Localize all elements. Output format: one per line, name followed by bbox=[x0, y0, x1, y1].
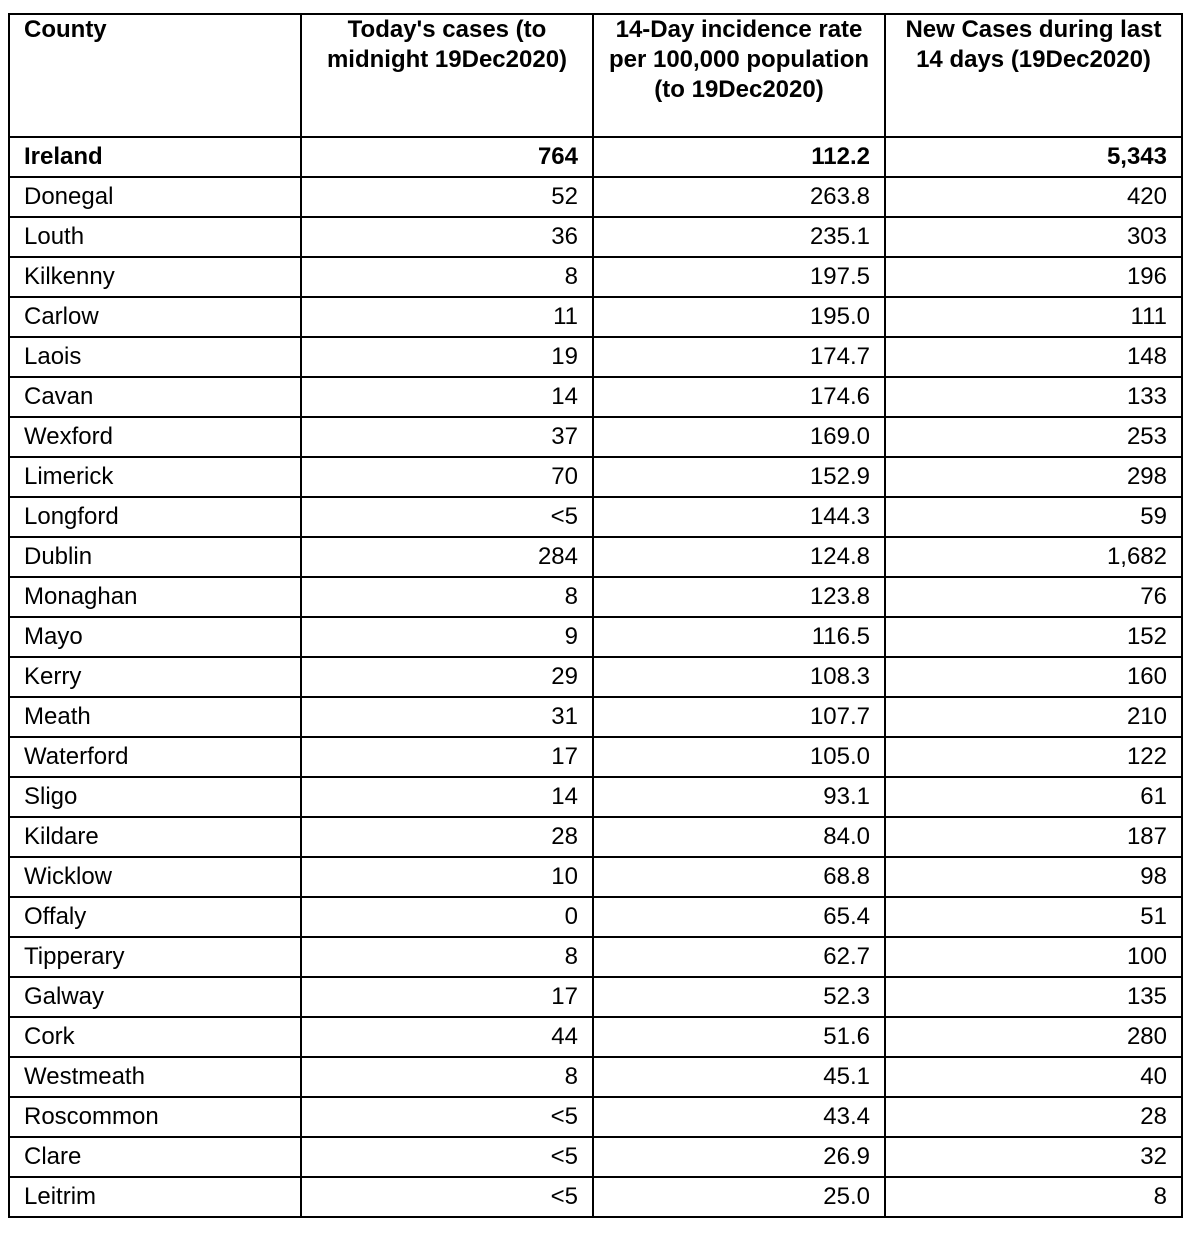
todays-cases-cell: <5 bbox=[301, 1177, 593, 1217]
table-row bbox=[9, 337, 1182, 377]
county-cell: Wicklow bbox=[9, 857, 301, 897]
new-cases-cell: 59 bbox=[885, 497, 1182, 537]
county-cell: Cavan bbox=[9, 377, 301, 417]
table-row bbox=[9, 257, 1182, 297]
table-row bbox=[9, 697, 1182, 737]
new-cases-cell: 28 bbox=[885, 1097, 1182, 1137]
incidence-rate-cell: 112.2 bbox=[593, 137, 885, 177]
new-cases-cell: 51 bbox=[885, 897, 1182, 937]
county-cell: Kildare bbox=[9, 817, 301, 857]
table-row bbox=[9, 1137, 1182, 1177]
new-cases-cell: 210 bbox=[885, 697, 1182, 737]
table-row bbox=[9, 457, 1182, 497]
county-cell: Ireland bbox=[9, 137, 301, 177]
header-incidence-rate: 14-Day incidence rate per 100,000 population (to 19Dec2020) bbox=[593, 14, 885, 137]
table-row bbox=[9, 1017, 1182, 1057]
new-cases-cell: 303 bbox=[885, 217, 1182, 257]
todays-cases-cell: 8 bbox=[301, 257, 593, 297]
new-cases-cell: 280 bbox=[885, 1017, 1182, 1057]
todays-cases-cell: 14 bbox=[301, 777, 593, 817]
county-cell: Tipperary bbox=[9, 937, 301, 977]
table-row bbox=[9, 417, 1182, 457]
incidence-rate-cell: 108.3 bbox=[593, 657, 885, 697]
county-cell: Roscommon bbox=[9, 1097, 301, 1137]
new-cases-cell: 298 bbox=[885, 457, 1182, 497]
table-row bbox=[9, 297, 1182, 337]
table-row bbox=[9, 1177, 1182, 1217]
table-row bbox=[9, 657, 1182, 697]
incidence-rate-cell: 263.8 bbox=[593, 177, 885, 217]
incidence-rate-cell: 144.3 bbox=[593, 497, 885, 537]
new-cases-cell: 76 bbox=[885, 577, 1182, 617]
table-row bbox=[9, 777, 1182, 817]
todays-cases-cell: 19 bbox=[301, 337, 593, 377]
incidence-rate-cell: 65.4 bbox=[593, 897, 885, 937]
county-cell: Cork bbox=[9, 1017, 301, 1057]
county-cell: Donegal bbox=[9, 177, 301, 217]
incidence-rate-cell: 152.9 bbox=[593, 457, 885, 497]
county-cell: Offaly bbox=[9, 897, 301, 937]
new-cases-cell: 152 bbox=[885, 617, 1182, 657]
new-cases-cell: 253 bbox=[885, 417, 1182, 457]
table-row bbox=[9, 177, 1182, 217]
county-cell: Sligo bbox=[9, 777, 301, 817]
new-cases-cell: 1,682 bbox=[885, 537, 1182, 577]
county-cell: Carlow bbox=[9, 297, 301, 337]
new-cases-cell: 148 bbox=[885, 337, 1182, 377]
table-row bbox=[9, 577, 1182, 617]
total-row bbox=[9, 137, 1182, 177]
county-cell: Kerry bbox=[9, 657, 301, 697]
new-cases-cell: 61 bbox=[885, 777, 1182, 817]
new-cases-cell: 32 bbox=[885, 1137, 1182, 1177]
county-cell: Mayo bbox=[9, 617, 301, 657]
table-row bbox=[9, 977, 1182, 1017]
incidence-rate-cell: 43.4 bbox=[593, 1097, 885, 1137]
incidence-rate-cell: 26.9 bbox=[593, 1137, 885, 1177]
todays-cases-cell: 9 bbox=[301, 617, 593, 657]
county-cell: Longford bbox=[9, 497, 301, 537]
todays-cases-cell: 52 bbox=[301, 177, 593, 217]
incidence-rate-cell: 25.0 bbox=[593, 1177, 885, 1217]
todays-cases-cell: 8 bbox=[301, 577, 593, 617]
incidence-rate-cell: 169.0 bbox=[593, 417, 885, 457]
new-cases-cell: 160 bbox=[885, 657, 1182, 697]
incidence-rate-cell: 174.7 bbox=[593, 337, 885, 377]
todays-cases-cell: 70 bbox=[301, 457, 593, 497]
table-row bbox=[9, 617, 1182, 657]
new-cases-cell: 98 bbox=[885, 857, 1182, 897]
todays-cases-cell: 10 bbox=[301, 857, 593, 897]
county-cell: Louth bbox=[9, 217, 301, 257]
todays-cases-cell: 17 bbox=[301, 977, 593, 1017]
incidence-rate-cell: 62.7 bbox=[593, 937, 885, 977]
county-cell: Kilkenny bbox=[9, 257, 301, 297]
todays-cases-cell: <5 bbox=[301, 1137, 593, 1177]
new-cases-cell: 5,343 bbox=[885, 137, 1182, 177]
todays-cases-cell: 36 bbox=[301, 217, 593, 257]
todays-cases-cell: 284 bbox=[301, 537, 593, 577]
todays-cases-cell: 17 bbox=[301, 737, 593, 777]
new-cases-cell: 135 bbox=[885, 977, 1182, 1017]
incidence-rate-cell: 51.6 bbox=[593, 1017, 885, 1057]
new-cases-cell: 100 bbox=[885, 937, 1182, 977]
incidence-rate-cell: 195.0 bbox=[593, 297, 885, 337]
county-cell: Limerick bbox=[9, 457, 301, 497]
incidence-rate-cell: 105.0 bbox=[593, 737, 885, 777]
table-row bbox=[9, 497, 1182, 537]
incidence-rate-cell: 174.6 bbox=[593, 377, 885, 417]
new-cases-cell: 133 bbox=[885, 377, 1182, 417]
county-cell: Galway bbox=[9, 977, 301, 1017]
todays-cases-cell: 8 bbox=[301, 937, 593, 977]
todays-cases-cell: <5 bbox=[301, 497, 593, 537]
new-cases-cell: 8 bbox=[885, 1177, 1182, 1217]
county-cell: Waterford bbox=[9, 737, 301, 777]
table-row bbox=[9, 377, 1182, 417]
county-cell: Clare bbox=[9, 1137, 301, 1177]
todays-cases-cell: 764 bbox=[301, 137, 593, 177]
incidence-rate-cell: 197.5 bbox=[593, 257, 885, 297]
todays-cases-cell: 37 bbox=[301, 417, 593, 457]
county-cell: Laois bbox=[9, 337, 301, 377]
table-row bbox=[9, 937, 1182, 977]
table-row bbox=[9, 537, 1182, 577]
todays-cases-cell: 44 bbox=[301, 1017, 593, 1057]
incidence-rate-cell: 93.1 bbox=[593, 777, 885, 817]
incidence-rate-cell: 68.8 bbox=[593, 857, 885, 897]
incidence-rate-cell: 235.1 bbox=[593, 217, 885, 257]
table-row bbox=[9, 217, 1182, 257]
table-row bbox=[9, 737, 1182, 777]
table-row bbox=[9, 897, 1182, 937]
incidence-rate-cell: 116.5 bbox=[593, 617, 885, 657]
incidence-rate-cell: 123.8 bbox=[593, 577, 885, 617]
header-row bbox=[9, 14, 1182, 137]
todays-cases-cell: 8 bbox=[301, 1057, 593, 1097]
new-cases-cell: 122 bbox=[885, 737, 1182, 777]
header-county: County bbox=[9, 14, 301, 137]
new-cases-cell: 196 bbox=[885, 257, 1182, 297]
todays-cases-cell: <5 bbox=[301, 1097, 593, 1137]
table-row bbox=[9, 1097, 1182, 1137]
todays-cases-cell: 14 bbox=[301, 377, 593, 417]
new-cases-cell: 40 bbox=[885, 1057, 1182, 1097]
county-cell: Monaghan bbox=[9, 577, 301, 617]
county-cell: Dublin bbox=[9, 537, 301, 577]
todays-cases-cell: 28 bbox=[301, 817, 593, 857]
table-body bbox=[9, 137, 1182, 1217]
incidence-rate-cell: 45.1 bbox=[593, 1057, 885, 1097]
todays-cases-cell: 31 bbox=[301, 697, 593, 737]
table-row bbox=[9, 1057, 1182, 1097]
county-cell: Wexford bbox=[9, 417, 301, 457]
todays-cases-cell: 29 bbox=[301, 657, 593, 697]
county-cell: Meath bbox=[9, 697, 301, 737]
header-new-cases: New Cases during last 14 days (19Dec2020) bbox=[885, 14, 1182, 137]
new-cases-cell: 187 bbox=[885, 817, 1182, 857]
incidence-rate-cell: 52.3 bbox=[593, 977, 885, 1017]
table-row bbox=[9, 857, 1182, 897]
incidence-rate-cell: 107.7 bbox=[593, 697, 885, 737]
header-todays-cases: Today's cases (to midnight 19Dec2020) bbox=[301, 14, 593, 137]
new-cases-cell: 420 bbox=[885, 177, 1182, 217]
incidence-rate-cell: 84.0 bbox=[593, 817, 885, 857]
incidence-rate-cell: 124.8 bbox=[593, 537, 885, 577]
todays-cases-cell: 11 bbox=[301, 297, 593, 337]
new-cases-cell: 111 bbox=[885, 297, 1182, 337]
table-row bbox=[9, 817, 1182, 857]
county-cell: Leitrim bbox=[9, 1177, 301, 1217]
county-cell: Westmeath bbox=[9, 1057, 301, 1097]
todays-cases-cell: 0 bbox=[301, 897, 593, 937]
county-cases-table bbox=[8, 13, 1183, 1218]
